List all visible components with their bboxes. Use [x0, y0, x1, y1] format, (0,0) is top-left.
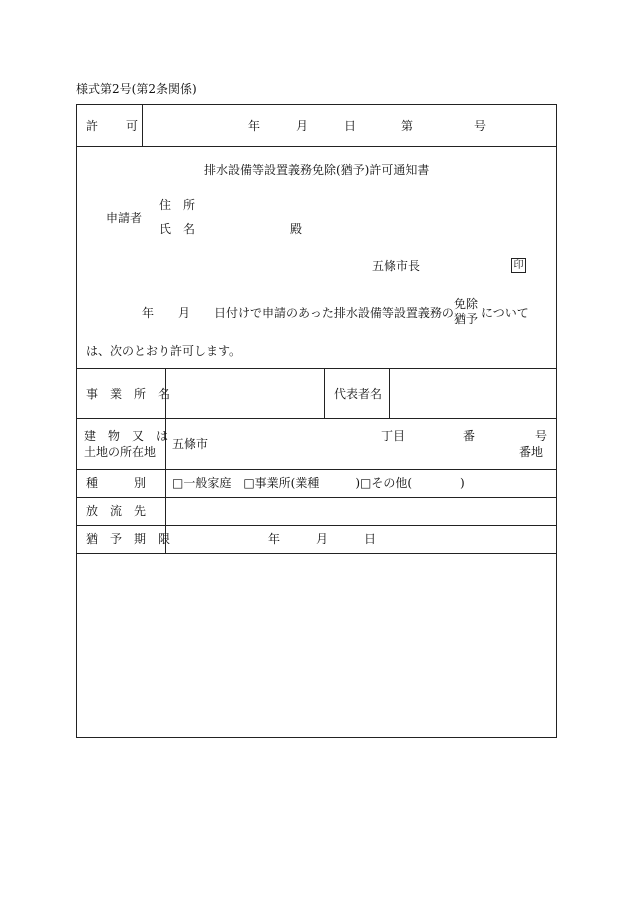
permit-day: 日 — [344, 119, 357, 133]
city-text: 五條市 — [172, 437, 209, 451]
dono-text: 殿 — [290, 222, 303, 236]
notice-title: 排水設備等設置義務免除(猶予)許可通知書 — [204, 163, 430, 177]
exemption-option — [453, 297, 479, 327]
seal-mark: 印 — [511, 258, 526, 273]
permit-month: 月 — [296, 119, 309, 133]
exemption-text: 免除 — [453, 297, 478, 311]
postponement-text: 猶予 — [453, 312, 478, 326]
discharge-label: 放 流 先 — [86, 504, 147, 518]
name-label: 氏 名 — [159, 222, 196, 236]
deadline-day: 日 — [364, 532, 377, 546]
deadline-month: 月 — [316, 532, 329, 546]
divider — [76, 418, 556, 419]
divider — [389, 368, 390, 418]
divider — [76, 497, 556, 498]
permit-label: 許 可 — [86, 119, 147, 133]
type-options: □一般家庭 □事業所(業種 )□その他( ) — [172, 476, 465, 490]
chome-text: 丁目 — [381, 429, 406, 443]
form-frame — [76, 104, 557, 738]
divider — [76, 146, 556, 147]
body-text: 日付けで申請のあった排水設備等設置義務の — [214, 306, 454, 320]
divider — [76, 525, 556, 526]
ban-text: 番 — [463, 429, 476, 443]
permit-go: 号 — [474, 119, 487, 133]
address-label: 住 所 — [159, 198, 196, 212]
divider — [76, 553, 556, 554]
deadline-label: 猶 予 期 限 — [86, 532, 171, 546]
permit-year: 年 — [248, 119, 261, 133]
body-year: 年 — [142, 306, 155, 320]
location-label-2: 土地の所在地 — [84, 445, 157, 459]
divider — [324, 368, 325, 418]
type-label: 種 別 — [86, 476, 147, 490]
divider — [76, 368, 556, 369]
office-name-label: 事 業 所 名 — [86, 387, 171, 401]
mayor-title: 五條市長 — [372, 259, 421, 273]
banchi-text: 番地 — [519, 445, 544, 459]
deadline-year: 年 — [268, 532, 281, 546]
go-text: 号 — [535, 429, 548, 443]
representative-label: 代表者名 — [334, 387, 383, 401]
applicant-label: 申請者 — [106, 211, 143, 225]
body-line-2: は、次のとおり許可します。 — [86, 344, 242, 358]
form-label: 様式第2号(第2条関係) — [76, 82, 197, 96]
permit-dai: 第 — [401, 119, 414, 133]
divider — [76, 469, 556, 470]
location-label-1: 建 物 又 は — [84, 429, 169, 443]
body-month: 月 — [178, 306, 191, 320]
body-end: について — [481, 306, 529, 320]
